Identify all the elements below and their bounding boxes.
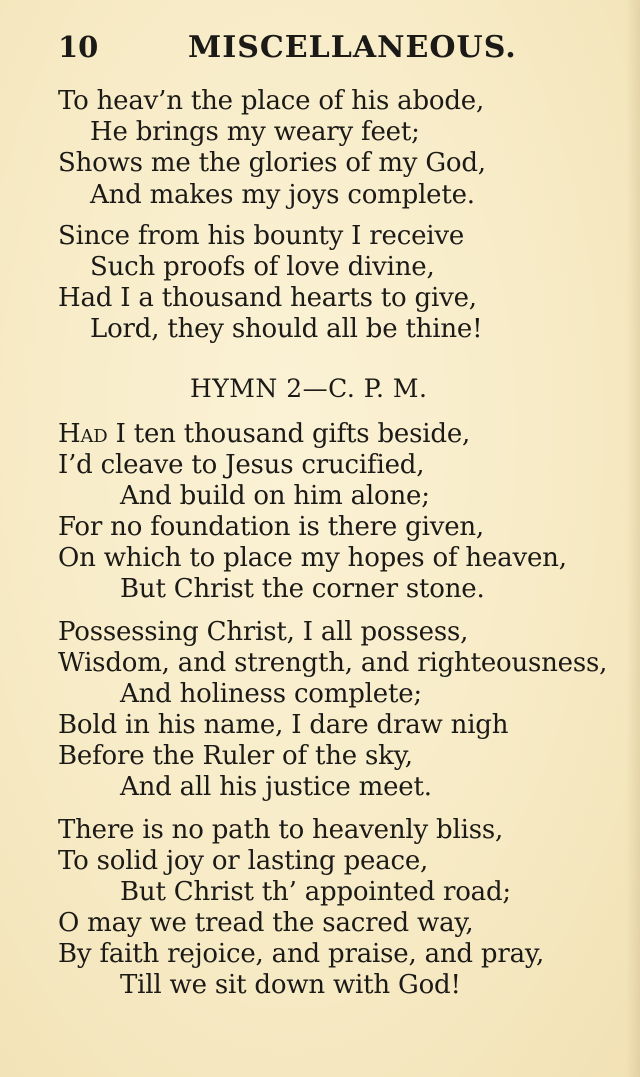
verse-line: On which to place my hopes of heaven,	[58, 543, 567, 573]
verse-line: He brings my weary feet;	[90, 117, 420, 147]
verse-line: Bold in his name, I dare draw nigh	[58, 710, 509, 740]
running-head: MISCELLANEOUS.	[188, 30, 517, 65]
verse-line: To solid joy or lasting peace,	[58, 846, 429, 876]
verse-line: Possessing Christ, I all possess,	[58, 617, 469, 647]
verse-line: Had I a thousand hearts to give,	[58, 283, 477, 313]
verse-line: And build on him alone;	[120, 481, 430, 511]
verse-line: Since from his bounty I receive	[58, 221, 465, 251]
verse-line: But Christ th’ appointed road;	[120, 877, 511, 907]
verse-line: I’d cleave to Jesus crucified,	[58, 450, 425, 480]
page-header	[58, 30, 517, 70]
verse-line: Till we sit down with God!	[120, 970, 461, 1000]
hymn-first-word: Had	[58, 419, 108, 449]
verse-line: Wisdom, and strength, and righteousness,	[58, 648, 608, 678]
verse-line-first	[58, 419, 470, 450]
verse-line: For no foundation is there given,	[58, 512, 484, 542]
verse-line: By faith rejoice, and praise, and pray,	[58, 939, 545, 969]
verse-line: Lord, they should all be thine!	[90, 314, 483, 344]
verse-line: Such proofs of love divine,	[90, 252, 435, 282]
verse-line: O may we tread the sacred way,	[58, 908, 474, 938]
page-number: 10	[58, 30, 99, 64]
verse-line-rest: I ten thousand gifts beside,	[107, 419, 471, 449]
verse-line: And holiness complete;	[120, 679, 422, 709]
verse-line: To heav’n the place of his abode,	[58, 86, 485, 116]
verse-line: And makes my joys complete.	[90, 180, 475, 210]
verse-line: And all his justice meet.	[120, 772, 432, 802]
hymn-title: HYMN 2—C. P. M.	[190, 374, 428, 403]
verse-line: But Christ the corner stone.	[120, 574, 485, 604]
page-edge-shadow	[626, 0, 640, 1077]
verse-line: Shows me the glories of my God,	[58, 148, 486, 178]
verse-line: Before the Ruler of the sky,	[58, 741, 413, 771]
verse-line: There is no path to heavenly bliss,	[58, 815, 504, 845]
